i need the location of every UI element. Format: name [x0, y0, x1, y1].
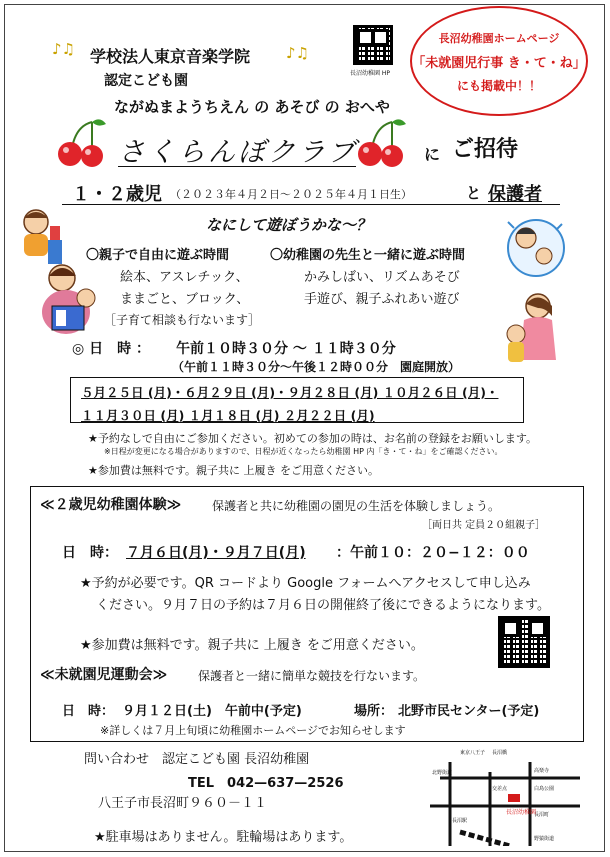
- map-label: 長沼町: [534, 812, 550, 818]
- kindergarten-type: 認定こども園: [104, 73, 188, 89]
- bubble-line-1: 長沼幼稚園ホームページ: [438, 32, 560, 45]
- music-note-icon: ♪♫: [286, 44, 310, 62]
- teacher-play-title: 〇幼稚園の先生と一緒に遊ぶ時間: [270, 248, 466, 263]
- homepage-qr-code[interactable]: [353, 25, 393, 65]
- sports-title: ≪未就園児運動会≫: [40, 667, 168, 683]
- contact-label: 問い合わせ 認定こども園 長沼幼稚園: [84, 752, 310, 767]
- mother-child-illustration: [498, 290, 568, 370]
- schedule-note-1: ★予約なしで自由にご参加ください。初めての参加の時は、お名前の登録をお願いします。: [88, 432, 537, 445]
- kindergarten-marker-icon: [508, 794, 520, 802]
- sports-date: ９月１２日(土) 午前中(予定): [122, 704, 302, 719]
- title-underline: [118, 166, 356, 167]
- adult-with-baby-illustration: [500, 212, 570, 282]
- target-guardian: 保護者: [488, 184, 542, 205]
- parking-note: ★駐車場はありません。駐輪場はあります。: [94, 830, 353, 845]
- experience-title: ≪２歳児幼稚園体験≫: [40, 497, 182, 513]
- target-birth-range: （２０２３年４月２日～２０２５年４月１日生）: [170, 188, 412, 201]
- map-label: 長沼幼稚園: [506, 809, 537, 816]
- map-label: 北野街道: [432, 770, 453, 776]
- schedule-label: ◎ 日 時 ：: [72, 341, 150, 357]
- access-map: [430, 742, 580, 846]
- map-label: 長沼橋: [492, 750, 508, 756]
- experience-note-3: ★参加費は無料です。親子共に 上履き をご用意ください。: [80, 638, 424, 653]
- homepage-bubble: [410, 6, 588, 116]
- header-subtitle: ながぬまようちえん の あそび の おへや: [114, 98, 390, 116]
- cherry-icon: [52, 118, 108, 168]
- experience-capacity: ［両日共 定員２０組親子］: [422, 520, 546, 531]
- target-age: １・２歳児: [72, 184, 162, 205]
- map-label: 東京八王子: [460, 750, 486, 756]
- school-name: 学校法人東京音楽学院: [90, 47, 251, 66]
- bubble-line-3: にも掲載中！！: [456, 79, 541, 93]
- schedule-note-2: ※日程が変更になる場合がありますので、日程が近くなったら幼稚園 HP 内「き・て・ね」をご確認ください。: [104, 447, 503, 456]
- sports-note: ※詳しくは７月上旬頃に幼稚園ホームページでお知らせします: [100, 724, 406, 737]
- map-label: 野猿街道: [534, 836, 555, 842]
- sports-place-label: 場所：: [354, 704, 394, 719]
- consultation-note: ［子育て相談も行ないます］: [104, 313, 261, 327]
- target-and: と: [466, 184, 482, 202]
- music-note-icon: ♪♫: [52, 40, 76, 58]
- parent-child-reading-illustration: [36, 262, 106, 340]
- contact-address: 八王子市長沼町９６０－１１: [98, 796, 268, 811]
- play-heading: なにして遊ぼうかな～？: [206, 216, 372, 234]
- sports-description: 保護者と一緒に簡単な競技を行ないます。: [198, 669, 426, 683]
- experience-time: ：午前１０：２０−１２：００: [336, 545, 530, 561]
- experience-dates: ７月６日(月)・９月７日(月): [126, 545, 306, 561]
- teacher-play-line-2: 手遊び、親子ふれあい遊び: [304, 292, 460, 307]
- free-play-line-2: ままごと、ブロック、: [120, 292, 250, 307]
- club-name: さくらんぼクラブ: [118, 137, 358, 168]
- map-label: 白鳥公園: [534, 786, 555, 792]
- experience-note-1: ★予約が必要です。QR コードより Google フォームへアクセスして申し込み: [80, 576, 531, 591]
- garden-open-time: （午前１１時３０分～午後１２時００分 園庭開放）: [172, 360, 461, 374]
- map-label: 交差点: [492, 786, 508, 792]
- title-ni: に: [424, 145, 441, 164]
- dates-line-1: ５月２５日 (月)・６月２９日 (月)・９月２８日 (月) １０月２６日 (月)・: [81, 385, 499, 400]
- experience-note-2: ください。９月７日の予約は７月６日の開催終了後にできるようになります。: [96, 598, 550, 613]
- experience-date-label: 日 時：: [62, 545, 118, 561]
- teacher-play-line-1: かみしばい、リズムあそび: [304, 270, 460, 285]
- free-play-line-1: 絵本、アスレチック、: [120, 270, 249, 285]
- sports-place: 北野市民センター(予定): [398, 704, 540, 719]
- title-invite: ご招待: [452, 137, 519, 162]
- sports-date-label: 日 時：: [62, 704, 115, 719]
- map-label: 高楽寺: [534, 768, 550, 774]
- bubble-line-2: 「未就園児行事 き・て・ね」: [412, 56, 586, 71]
- schedule-time: 午前１０時３０分 ～ １１時３０分: [176, 341, 396, 357]
- map-label: 長沼駅: [452, 818, 468, 824]
- dates-line-2: １１月３０日 (月) １月１８日 (月) ２月２２日 (月): [81, 408, 375, 423]
- contact-tel[interactable]: TEL 042—637—2526: [188, 776, 344, 791]
- child-playing-illustration: [12, 206, 68, 270]
- target-underline: [62, 204, 560, 205]
- experience-description: 保護者と共に幼稚園の園児の生活を体験しましょう。: [212, 499, 501, 513]
- dates-box: [70, 377, 524, 423]
- schedule-note-3: ★参加費は無料です。親子共に 上履き をご用意ください。: [88, 464, 379, 477]
- qr-caption: 長沼幼稚園 HP: [350, 70, 391, 77]
- free-play-title: 〇親子で自由に遊ぶ時間: [86, 248, 230, 263]
- cherry-icon: [352, 118, 408, 168]
- google-form-qr-code[interactable]: [498, 616, 550, 668]
